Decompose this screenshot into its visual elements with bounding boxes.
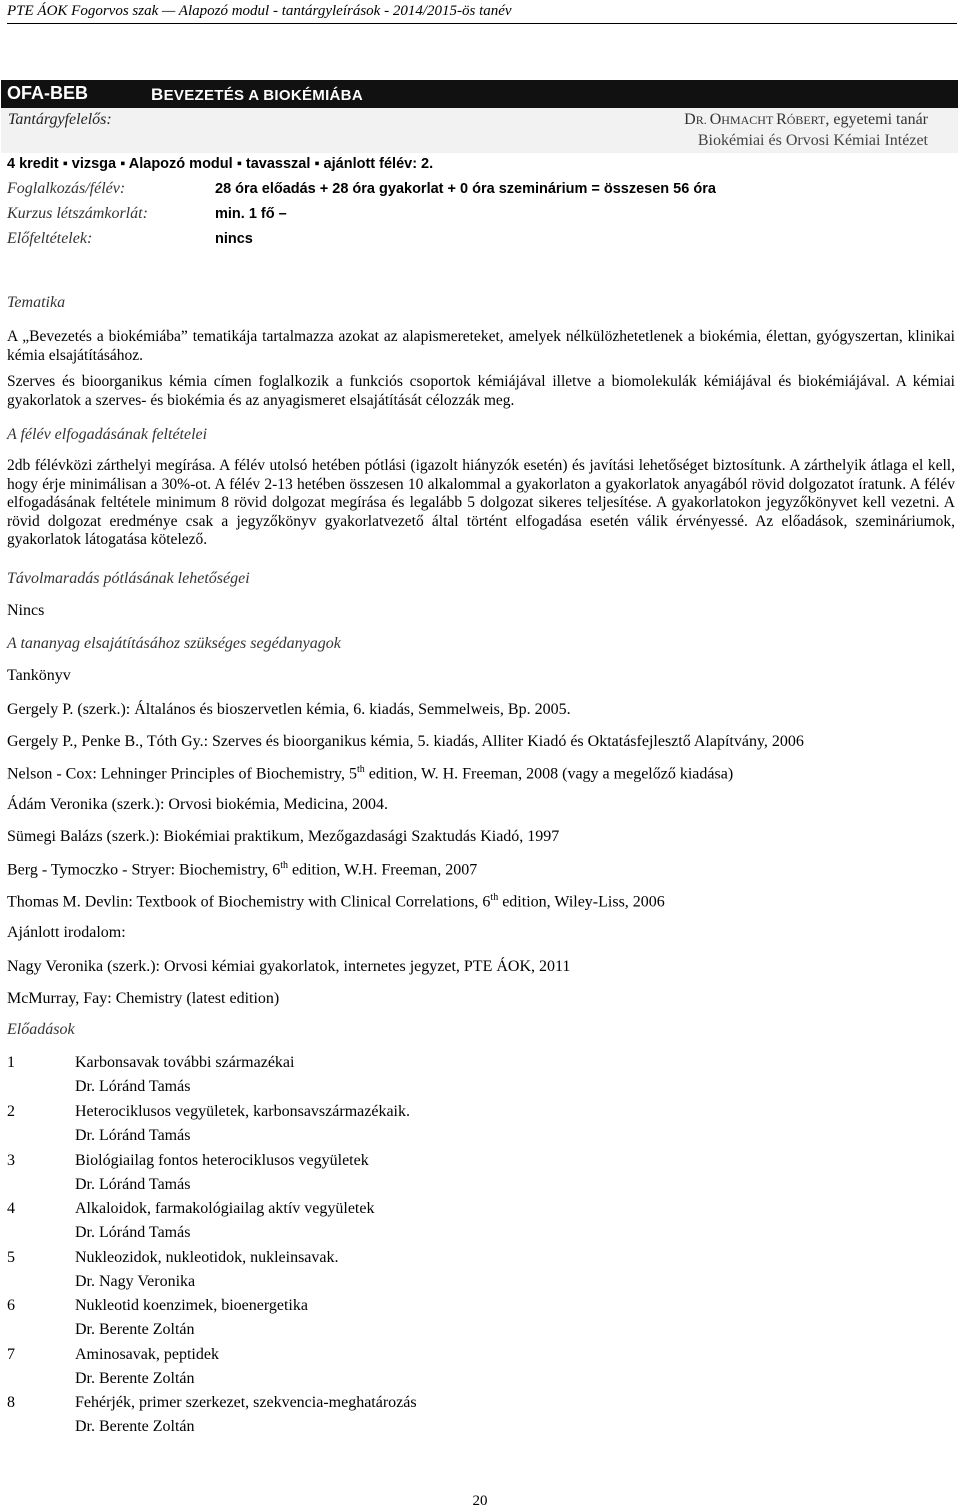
lecture-lecturer: Dr. Lóránd Tamás xyxy=(75,1176,191,1193)
book-item: McMurray, Fay: Chemistry (latest edition) xyxy=(7,990,280,1007)
section-materials-title: A tananyag elsajátításához szükséges segédanyagok xyxy=(7,635,341,652)
book-item: Gergely P. (szerk.): Általános és bioszervetlen kémia, 6. kiadás, Semmelweis, Bp. 2005. xyxy=(7,701,571,718)
running-header: PTE ÁOK Fogorvos szak — Alapozó modul - tantárgyleírások - 2014/2015-ös tanév xyxy=(7,3,957,24)
book-item: Nagy Veronika (szerk.): Orvosi kémiai gyakorlatok, internetes jegyzet, PTE ÁOK, 2011 xyxy=(7,958,571,975)
responsible-box xyxy=(1,108,958,153)
institute-name: Biokémiai és Orvosi Kémiai Intézet xyxy=(697,132,928,149)
lecture-lecturer: Dr. Lóránd Tamás xyxy=(75,1078,191,1095)
lecture-item: 3 Biológiailag fontos heterociklusos vegyületek xyxy=(7,1152,369,1169)
course-code: OFA-BEB xyxy=(7,83,88,103)
section-tematika-title: Tematika xyxy=(7,294,66,311)
section-requirements-title: A félév elfogadásának feltételei xyxy=(7,426,208,443)
responsible-name: DR. OHMACHT RÓBERT, egyetemi tanár xyxy=(684,111,928,128)
lecture-item: 8 Fehérjék, primer szerkezet, szekvencia-meghatározás xyxy=(7,1394,417,1411)
section-lectures-title: Előadások xyxy=(7,1021,75,1038)
requirements-paragraph: 2db félévközi zárthelyi megírása. A félév utolsó hetében pótlási (igazolt hiányzók esetén) és javítási lehetőséget biztosítunk. A zárthelyik átlaga el kell, hogy érje minimálisan a 30%-ot. A félév 2-13 hetében összesen 10 alkalommal a gyakorlaton a gyakorlatok anyagából rövid dolgozatot íratunk. A félév elfogadásának feltétele minimum 8 rövid dolgozat megírása és legalább 5 dolgozat sikeres teljesítése. A gyakorlatokon jegyzőkönyvet kell vezetni. A rövid dolgozat eredménye csak a jegyzőkönyv gyakorlatvezető által történt elfogadása esetén válik érvényessé. Az előadások, szemináriumok, gyakorlatok látogatása kötelező. xyxy=(7,457,955,548)
lecture-lecturer: Dr. Lóránd Tamás xyxy=(75,1127,191,1144)
sessions-value: 28 óra előadás + 28 óra gyakorlat + 0 óra szeminárium = összesen 56 óra xyxy=(215,181,716,197)
limit-value: min. 1 fő – xyxy=(215,206,287,222)
lecture-item: 5 Nukleozidok, nukleotidok, nukleinsavak. xyxy=(7,1249,339,1266)
book-item: Gergely P., Penke B., Tóth Gy.: Szerves és bioorganikus kémia, 5. kiadás, Alliter Kiadó és Oktatásfejlesztő Alapítvány, 2006 xyxy=(7,733,804,750)
responsible-label: Tantárgyfelelős: xyxy=(8,111,112,128)
lecture-item: 2 Heterociklusos vegyületek, karbonsavszármazékaik. xyxy=(7,1103,410,1120)
page-number: 20 xyxy=(472,1493,488,1509)
recommended-label: Ajánlott irodalom: xyxy=(7,924,126,941)
book-item: Nelson - Cox: Lehninger Principles of Biochemistry, 5th edition, W. H. Freeman, 2008 (vagy a megelőző kiadása) xyxy=(7,764,734,783)
absence-text: Nincs xyxy=(7,602,45,619)
lecture-item: 7 Aminosavak, peptidek xyxy=(7,1346,219,1363)
course-summary: 4 kredit ▪ vizsga ▪ Alapozó modul ▪ tavasszal ▪ ajánlott félév: 2. xyxy=(7,156,434,172)
prereq-label: Előfeltételek: xyxy=(7,230,93,247)
tematika-paragraph-2: Szerves és bioorganikus kémia címen foglalkozik a funkciós csoportok kémiájával illetve a biomolekulák kémiájával és biokémiájával. A kémiai gyakorlatok a szerves- és biokémia és az anyagismeret elsajátítását célozzák meg. xyxy=(7,373,955,409)
prereq-value: nincs xyxy=(215,231,253,247)
textbook-label: Tankönyv xyxy=(7,667,71,684)
course-title: BEVEZETÉS A BIOKÉMIÁBA xyxy=(151,85,363,104)
sessions-label: Foglalkozás/félév: xyxy=(7,180,126,197)
book-item: Sümegi Balázs (szerk.): Biokémiai praktikum, Mezőgazdasági Szaktudás Kiadó, 1997 xyxy=(7,828,560,845)
section-absence-title: Távolmaradás pótlásának lehetőségei xyxy=(7,570,250,587)
book-item: Berg - Tymoczko - Stryer: Biochemistry, 6th edition, W.H. Freeman, 2007 xyxy=(7,860,478,879)
limit-row xyxy=(7,205,287,223)
lecture-item: 6 Nukleotid koenzimek, bioenergetika xyxy=(7,1297,308,1314)
lecture-item: 1 Karbonsavak további származékai xyxy=(7,1054,295,1071)
tematika-paragraph-1: A „Bevezetés a biokémiába” tematikája tartalmazza azokat az alapismereteket, amelyek nélkülözhetetlenek a biokémia, élettan, gyógyszertan, klinikai kémia elsajátításához. xyxy=(7,328,955,364)
limit-label: Kurzus létszámkorlát: xyxy=(7,205,148,222)
lecture-lecturer: Dr. Berente Zoltán xyxy=(75,1418,195,1435)
lecture-lecturer: Dr. Nagy Veronika xyxy=(75,1273,196,1290)
course-title-bar xyxy=(1,80,958,108)
sessions-row xyxy=(7,180,716,198)
lecture-lecturer: Dr. Berente Zoltán xyxy=(75,1370,195,1387)
lecture-item: 4 Alkaloidok, farmakológiailag aktív vegyületek xyxy=(7,1200,375,1217)
book-item: Ádám Veronika (szerk.): Orvosi biokémia, Medicina, 2004. xyxy=(7,796,388,813)
lecture-lecturer: Dr. Berente Zoltán xyxy=(75,1321,195,1338)
book-item: Thomas M. Devlin: Textbook of Biochemistry with Clinical Correlations, 6th edition, Wiley-Liss, 2006 xyxy=(7,892,665,911)
prereq-row xyxy=(7,230,253,248)
lecture-lecturer: Dr. Lóránd Tamás xyxy=(75,1224,191,1241)
